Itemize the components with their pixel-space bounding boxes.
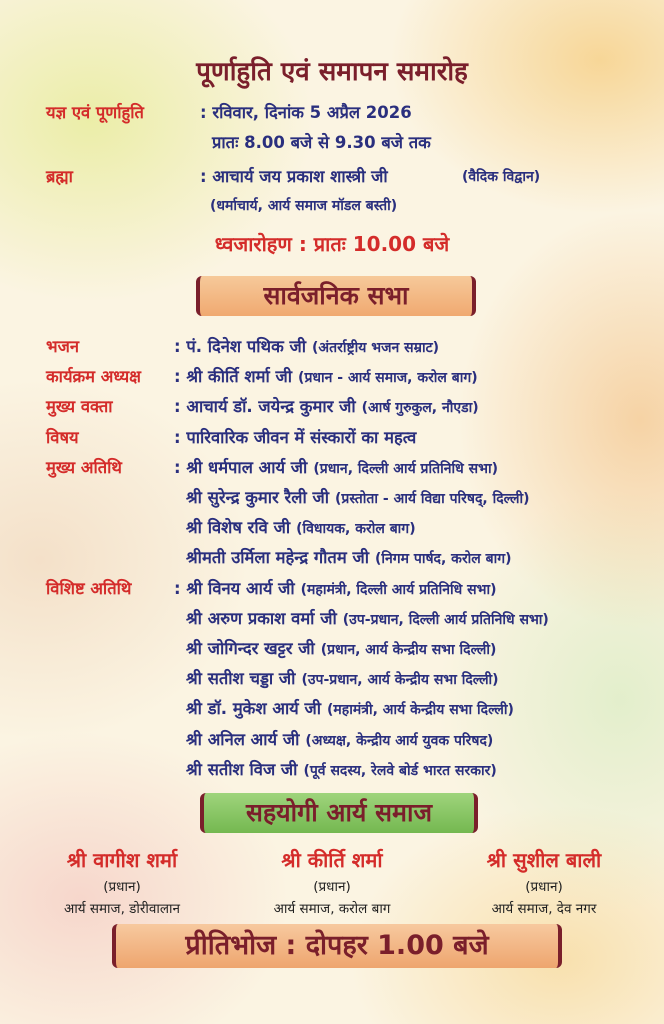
row-name: श्री सुरेन्द्र कुमार रैली जी	[186, 488, 329, 507]
row-note: (महामंत्री, आर्य केन्द्रीय सभा दिल्ली)	[327, 702, 514, 718]
row-label: मुख्य अतिथि	[46, 458, 122, 477]
row-line	[186, 636, 496, 659]
row-note: (प्रधान - आर्य समाज, करोल बाग)	[298, 370, 478, 386]
row-name: : श्री धर्मपाल आर्य जी	[174, 458, 308, 477]
signatory-2	[232, 846, 432, 917]
signatory-org: आर्य समाज, करोल बाग	[273, 901, 391, 917]
row-name: : श्री कीर्ति शर्मा जी	[174, 367, 293, 386]
brahma-label: ब्रह्मा	[46, 167, 73, 186]
row-name: : श्री विनय आर्य जी	[174, 579, 295, 598]
row-line	[186, 757, 497, 780]
yagya-time: प्रातः 8.00 बजे से 9.30 बजे तक	[212, 133, 431, 152]
brahma-note: (वैदिक विद्वान)	[462, 169, 541, 185]
signatory-3	[444, 846, 644, 917]
signatory-role: (प्रधान)	[525, 879, 563, 895]
sahyogi-banner: सहयोगी आर्य समाज	[200, 793, 478, 833]
signatory-1	[22, 846, 222, 917]
signatory-role: (प्रधान)	[313, 879, 351, 895]
row-name: श्रीमती उर्मिला महेन्द्र गौतम जी	[186, 548, 369, 567]
row-label: विशिष्ट अतिथि	[46, 579, 132, 598]
row-note: (पूर्व सदस्य, रेलवे बोर्ड भारत सरकार)	[303, 763, 497, 779]
row-note: (आर्ष गुरुकुल, नौएडा)	[361, 400, 479, 416]
yagya-date: : रविवार, दिनांक 5 अप्रैल 2026	[200, 103, 412, 122]
yagya-label: यज्ञ एवं पूर्णाहुति	[46, 103, 144, 122]
signatory-org: आर्य समाज, देव नगर	[491, 901, 597, 917]
row-name: श्री विशेष रवि जी	[186, 518, 291, 537]
row-line	[174, 425, 422, 448]
row-name: श्री अनिल आर्य जी	[186, 730, 300, 749]
signatory-name: श्री कीर्ति शर्मा	[281, 848, 383, 872]
row-name: श्री अरुण प्रकाश वर्मा जी	[186, 609, 337, 628]
row-line	[174, 334, 439, 357]
row-name: श्री सतीश विज जी	[186, 760, 298, 779]
row-line	[186, 696, 514, 719]
row-label: विषय	[46, 428, 79, 447]
signatory-org: आर्य समाज, डोरीवालान	[63, 901, 181, 917]
row-note: (महामंत्री, दिल्ली आर्य प्रतिनिधि सभा)	[300, 582, 497, 598]
pritibhoj-banner: प्रीतिभोज : दोपहर 1.00 बजे	[112, 924, 562, 968]
row-note: (प्रस्तोता - आर्य विद्या परिषद्, दिल्ली)	[334, 491, 530, 507]
row-line	[174, 576, 496, 599]
row-note: (उप-प्रधान, आर्य केन्द्रीय सभा दिल्ली)	[301, 672, 499, 688]
row-line	[186, 545, 512, 568]
page-title: पूर्णाहुति एवं समापन समारोह	[196, 57, 468, 87]
signatory-role: (प्रधान)	[103, 879, 141, 895]
row-label: कार्यक्रम अध्यक्ष	[46, 367, 142, 386]
row-line	[174, 394, 479, 417]
row-note: (प्रधान, आर्य केन्द्रीय सभा दिल्ली)	[320, 642, 497, 658]
row-note: (उप-प्रधान, दिल्ली आर्य प्रतिनिधि सभा)	[342, 612, 549, 628]
signatory-name: श्री वागीश शर्मा	[66, 848, 178, 872]
brahma-role: (धर्माचार्य, आर्य समाज मॉडल बस्ती)	[210, 198, 398, 214]
row-note: (प्रधान, दिल्ली आर्य प्रतिनिधि सभा)	[313, 461, 498, 477]
dhwajarohan: ध्वजारोहण : प्रातः 10.00 बजे	[214, 232, 450, 256]
row-line	[186, 666, 499, 689]
row-label: मुख्य वक्ता	[46, 397, 113, 416]
row-note: (अंतर्राष्ट्रीय भजन सम्राट)	[312, 340, 440, 356]
sabha-banner: सार्वजनिक सभा	[196, 276, 476, 316]
row-name: श्री जोगिन्दर खट्टर जी	[186, 639, 315, 658]
row-line	[186, 515, 416, 538]
signatory-name: श्री सुशील बाली	[486, 848, 602, 872]
row-name: श्री डॉ. मुकेश आर्य जी	[186, 699, 322, 718]
row-line	[186, 727, 493, 750]
row-line	[186, 485, 530, 508]
row-note: (निगम पार्षद, करोल बाग)	[374, 551, 512, 567]
row-line	[174, 364, 478, 387]
row-name: श्री सतीश चड्डा जी	[186, 669, 296, 688]
row-note: (विधायक, करोल बाग)	[296, 521, 416, 537]
brahma-name: : आचार्य जय प्रकाश शास्त्री जी	[200, 167, 388, 186]
row-name: : आचार्य डॉ. जयेन्द्र कुमार जी	[174, 397, 356, 416]
row-name: : पं. दिनेश पथिक जी	[174, 337, 307, 356]
row-line	[186, 606, 549, 629]
row-note: (अध्यक्ष, केन्द्रीय आर्य युवक परिषद)	[305, 733, 494, 749]
row-label: भजन	[46, 337, 79, 356]
row-name: : पारिवारिक जीवन में संस्कारों का महत्व	[174, 428, 417, 447]
row-line	[174, 455, 498, 478]
